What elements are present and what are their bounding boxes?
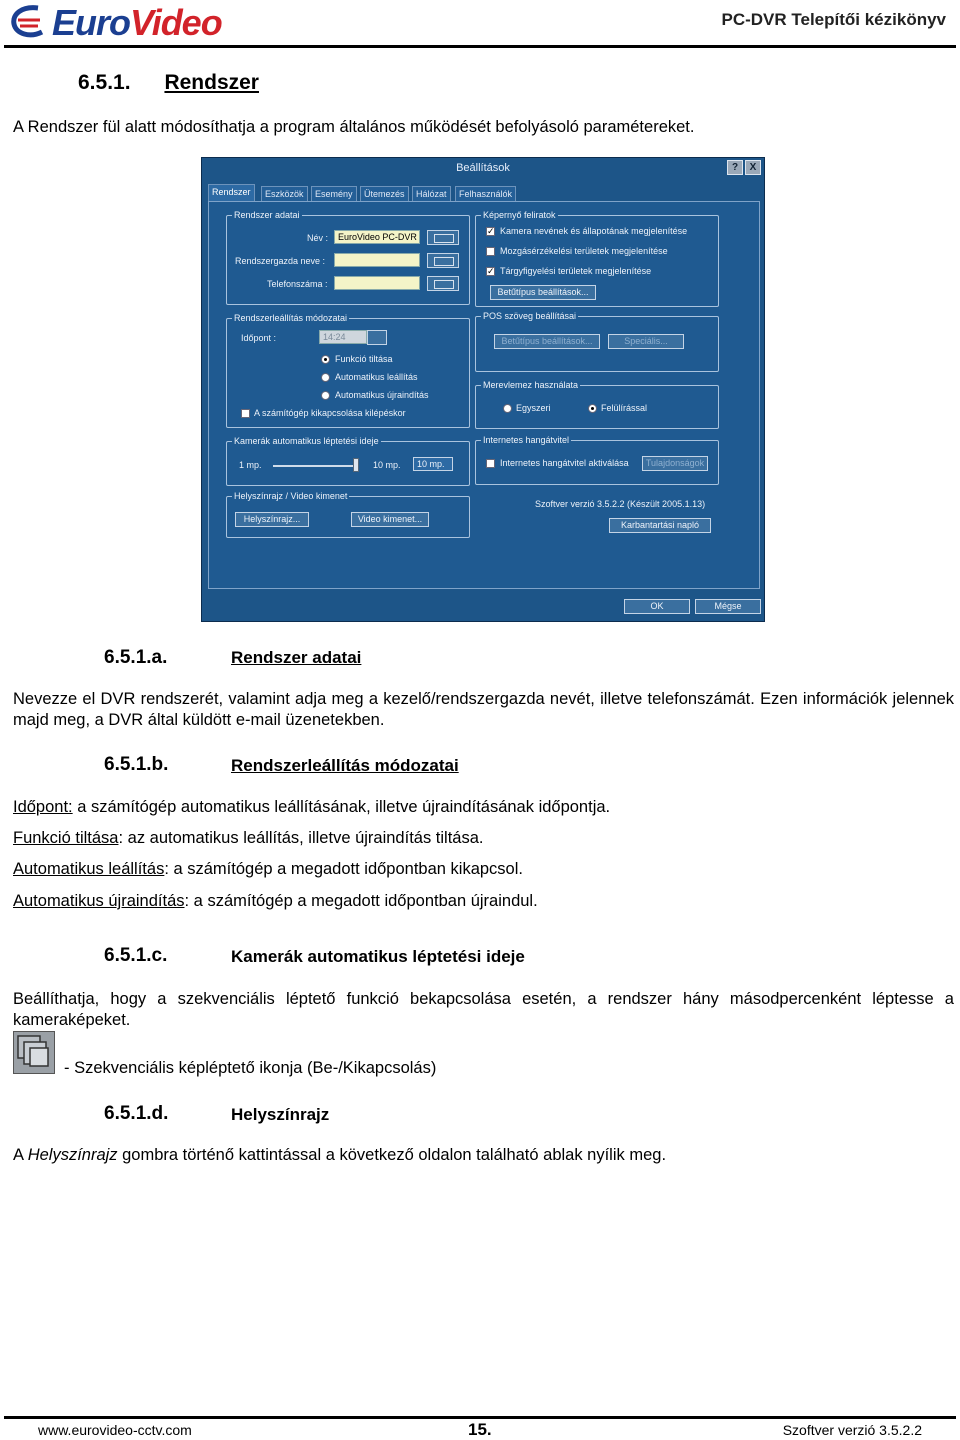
admin-label: Rendszergazda neve : bbox=[235, 256, 326, 266]
close-button[interactable]: X bbox=[745, 160, 761, 175]
group-net-audio bbox=[475, 435, 719, 485]
osd-object-checkbox[interactable]: ✓ bbox=[487, 266, 495, 276]
subsection-a-number: 6.5.1.a. bbox=[104, 647, 168, 668]
group-pos bbox=[475, 311, 719, 372]
settings-dialog bbox=[201, 157, 765, 622]
pos-font-button[interactable]: Betűtípus beállítások... bbox=[494, 334, 600, 349]
subsection-a-text: Nevezze el DVR rendszerét, valamint adja meg a kezelő/rendszergazda nevét, illetve telefonszámát. Ezen információk jelennek majd meg, a DVR által küldött e-mail üzenetekben. bbox=[13, 690, 954, 729]
group-title: Rendszerleállítás módozatai bbox=[234, 313, 348, 323]
maintenance-log-button[interactable]: Karbantartási napló bbox=[609, 518, 711, 533]
group-map-video bbox=[226, 491, 470, 538]
osd-object-label: Tárgyfigyelési területek megjelenítése bbox=[500, 266, 652, 276]
group-title: Internetes hangátvitel bbox=[483, 435, 570, 445]
logo-swoosh-icon bbox=[8, 4, 50, 40]
footer-website: www.eurovideo-cctv.com bbox=[38, 1422, 192, 1438]
radio-disable-label: Funkció tiltása bbox=[335, 354, 393, 364]
time-field[interactable]: 14:24 bbox=[319, 330, 367, 344]
osd-font-button[interactable]: Betűtípus beállítások... bbox=[490, 285, 596, 300]
net-audio-checkbox[interactable] bbox=[486, 459, 495, 468]
footer-page-number: 15. bbox=[468, 1420, 492, 1439]
footer-version: Szoftver verzió 3.5.2.2 bbox=[782, 1422, 922, 1438]
definition-time: Időpont: a számítógép automatikus leállításának, illetve újraindításának időpontja. bbox=[13, 798, 611, 816]
tab-esemeny[interactable]: Esemény bbox=[311, 186, 357, 202]
subsection-c-number: 6.5.1.c. bbox=[104, 945, 168, 966]
footer-rule bbox=[4, 1416, 956, 1419]
tab-utemezes[interactable]: Ütemezés bbox=[360, 186, 409, 202]
video-output-button[interactable]: Video kimenet... bbox=[351, 512, 429, 527]
time-label: Időpont : bbox=[241, 333, 277, 343]
tab-felhasznalok[interactable]: Felhasználók bbox=[455, 186, 516, 202]
hdd-once-radio[interactable] bbox=[503, 404, 512, 413]
osd-motion-label: Mozgásérzékelési területek megjelenítése bbox=[500, 246, 668, 256]
ok-button[interactable]: OK bbox=[624, 599, 690, 614]
group-camera-step bbox=[226, 436, 470, 486]
software-version: Szoftver verzió 3.5.2.2 (Készült 2005.1.13) bbox=[535, 499, 706, 509]
osd-camera-name-label: Kamera nevének és állapotának megjelenítése bbox=[500, 226, 688, 236]
group-title: POS szöveg beállításai bbox=[483, 311, 577, 321]
group-title: Kamerák automatikus léptetési ideje bbox=[234, 436, 379, 446]
hdd-once-label: Egyszeri bbox=[516, 403, 551, 413]
group-title: Merevlemez használata bbox=[483, 380, 579, 390]
section-heading bbox=[78, 71, 259, 95]
group-shutdown bbox=[226, 313, 470, 428]
subsection-a-title: Rendszer adatai bbox=[231, 648, 362, 667]
shutdown-on-exit-label: A számítógép kikapcsolása kilépéskor bbox=[254, 408, 406, 418]
keyboard-icon[interactable] bbox=[427, 276, 459, 291]
radio-auto-restart-label: Automatikus újraindítás bbox=[335, 390, 429, 400]
tab-halozat[interactable]: Hálózat bbox=[412, 186, 451, 202]
subsection-d-text: A Helyszínrajz gombra történő kattintással a következő oldalon található ablak nyílik meg. bbox=[13, 1146, 667, 1164]
phone-label: Telefonszáma : bbox=[267, 279, 328, 289]
logo-text: EuroVideo bbox=[52, 2, 222, 43]
group-title: Képernyő feliratok bbox=[483, 210, 556, 220]
osd-motion-checkbox[interactable] bbox=[486, 247, 495, 256]
net-audio-properties-button[interactable]: Tulajdonságok bbox=[642, 456, 708, 471]
radio-disable[interactable] bbox=[321, 355, 330, 364]
subsection-b-number: 6.5.1.b. bbox=[104, 754, 169, 775]
section-intro: A Rendszer fül alatt módosíthatja a program általános működését befolyásoló paramétereket. bbox=[13, 118, 695, 136]
subsection-d-number: 6.5.1.d. bbox=[104, 1103, 169, 1124]
section-number: 6.5.1. bbox=[78, 71, 131, 94]
subsection-c-title: Kamerák automatikus léptetési ideje bbox=[231, 947, 525, 966]
hdd-overwrite-radio[interactable] bbox=[588, 404, 597, 413]
group-system-data bbox=[226, 210, 470, 305]
hdd-overwrite-label: Felülírással bbox=[601, 403, 648, 413]
step-slider-thumb[interactable] bbox=[353, 458, 359, 472]
definition-auto-shutdown: Automatikus leállítás: a számítógép a megadott időpontban kikapcsol. bbox=[13, 860, 523, 878]
icon-caption: - Szekvenciális képléptető ikonja (Be-/Kikapcsolás) bbox=[64, 1059, 437, 1077]
group-osd bbox=[475, 210, 719, 307]
subsection-c-text: Beállíthatja, hogy a szekvenciális léptető funkció bekapcsolása esetén, a rendszer hány másodpercenként léptesse a kameraképeket. bbox=[13, 990, 954, 1029]
system-panel bbox=[208, 201, 760, 589]
definition-disable: Funkció tiltása: az automatikus leállítás, illetve újraindítás tiltása. bbox=[13, 829, 484, 847]
step-max-label: 10 mp. bbox=[373, 460, 401, 470]
eurovideo-logo bbox=[8, 2, 338, 43]
subsection-b-title: Rendszerleállítás módozatai bbox=[231, 756, 459, 775]
keyboard-icon[interactable] bbox=[427, 253, 459, 268]
cancel-button[interactable]: Mégse bbox=[695, 599, 761, 614]
group-title: Helyszínrajz / Video kimenet bbox=[234, 491, 348, 501]
shutdown-on-exit-checkbox[interactable] bbox=[241, 409, 250, 418]
step-value: 10 mp. bbox=[413, 457, 453, 471]
header-rule bbox=[4, 45, 956, 48]
osd-camera-name-checkbox[interactable]: ✓ bbox=[487, 226, 495, 236]
document-title: PC-DVR Telepítői kézikönyv bbox=[721, 10, 946, 29]
help-button[interactable]: ? bbox=[727, 160, 743, 175]
radio-auto-shutdown[interactable] bbox=[321, 373, 330, 382]
step-slider-track[interactable] bbox=[273, 465, 357, 467]
radio-auto-restart[interactable] bbox=[321, 391, 330, 400]
time-spinner[interactable] bbox=[367, 330, 387, 345]
dialog-title: Beállítások bbox=[456, 162, 510, 174]
subsection-d-title: Helyszínrajz bbox=[231, 1105, 330, 1124]
definition-auto-restart: Automatikus újraindítás: a számítógép a megadott időpontban újraindul. bbox=[13, 892, 538, 910]
group-title: Rendszer adatai bbox=[234, 210, 300, 220]
admin-field[interactable] bbox=[334, 253, 420, 267]
section-title: Rendszer bbox=[164, 71, 259, 94]
radio-auto-shutdown-label: Automatikus leállítás bbox=[335, 372, 418, 382]
tab-eszkozok[interactable]: Eszközök bbox=[261, 186, 308, 202]
phone-field[interactable] bbox=[334, 276, 420, 290]
map-button[interactable]: Helyszínrajz... bbox=[235, 512, 309, 527]
pos-special-button[interactable]: Speciális... bbox=[608, 334, 684, 349]
net-audio-label: Internetes hangátvitel aktiválása bbox=[500, 458, 629, 468]
step-min-label: 1 mp. bbox=[239, 460, 262, 470]
tab-rendszer[interactable]: Rendszer bbox=[208, 184, 255, 202]
sequence-switch-icon bbox=[13, 1031, 55, 1074]
name-field[interactable]: EuroVideo PC-DVR bbox=[334, 230, 420, 244]
keyboard-icon[interactable] bbox=[427, 230, 459, 245]
group-hdd bbox=[475, 380, 719, 429]
name-label: Név : bbox=[307, 233, 329, 243]
